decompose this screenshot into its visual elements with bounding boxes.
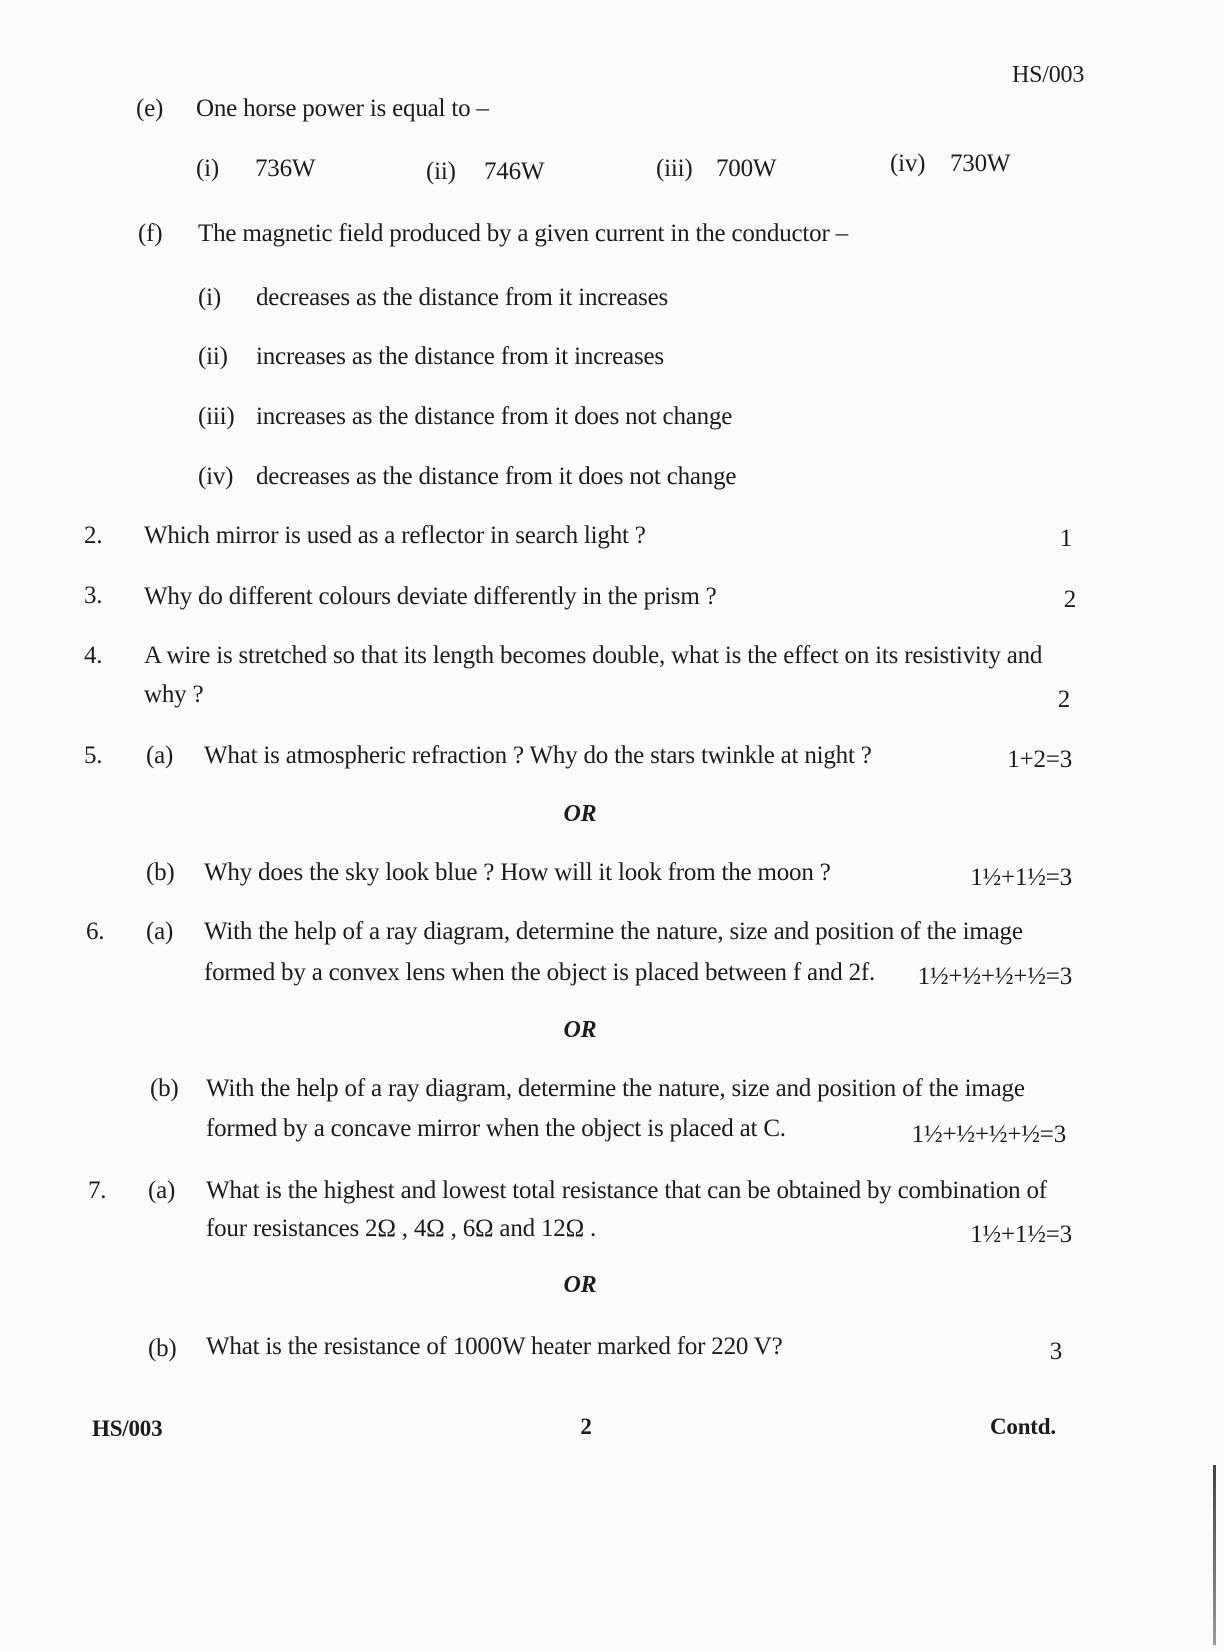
q6-number: 6. — [86, 918, 105, 945]
q6b-text-line2: formed by a concave mirror when the object is placed at C. — [206, 1115, 786, 1142]
q6a-label: (a) — [146, 918, 174, 945]
q1e-option-label: (iv) — [890, 150, 926, 177]
footer-continued: Contd. — [990, 1414, 1056, 1439]
q7a-text-line1: What is the highest and lowest total resistance that can be obtained by combination of — [206, 1177, 1047, 1204]
q1f-option-label: (ii) — [198, 343, 228, 370]
q1e-option-label: (ii) — [426, 158, 456, 185]
q5b-marks: 1½+1½=3 — [970, 864, 1072, 891]
q7a-label: (a) — [148, 1177, 176, 1204]
q6a-text-line1: With the help of a ray diagram, determine the nature, size and position of the image — [204, 918, 1023, 945]
q5a-marks: 1+2=3 — [1007, 746, 1072, 773]
q1e-option-text: 730W — [950, 150, 1011, 177]
q1e-option-text: 746W — [484, 158, 545, 185]
footer-paper-code: HS/003 — [92, 1416, 163, 1441]
q7-or-separator: OR — [563, 1272, 597, 1298]
q1e-option-text: 700W — [716, 155, 777, 182]
q4-text-line2: why ? — [144, 681, 204, 708]
q7a-text-line2: four resistances 2Ω , 4Ω , 6Ω and 12Ω . — [206, 1215, 597, 1242]
q7b-text: What is the resistance of 1000W heater marked for 220 V? — [206, 1333, 783, 1360]
q1f-option-text: decreases as the distance from it increases — [256, 284, 669, 311]
q1f-option-text: increases as the distance from it does not change — [256, 403, 733, 430]
q2-number: 2. — [84, 522, 103, 549]
q6b-marks: 1½+½+½+½=3 — [911, 1121, 1066, 1148]
footer-page-number: 2 — [580, 1414, 592, 1439]
q7b-label: (b) — [148, 1335, 177, 1362]
q1f-label: (f) — [138, 220, 163, 247]
q1e-option-label: (i) — [196, 155, 219, 182]
q6b-label: (b) — [150, 1075, 179, 1102]
q5-or-separator: OR — [563, 801, 597, 827]
q6-or-separator: OR — [563, 1017, 597, 1043]
q5-number: 5. — [84, 742, 103, 769]
scan-edge-shadow — [1213, 1465, 1216, 1645]
q7b-marks: 3 — [1049, 1338, 1062, 1365]
q1f-option-label: (iii) — [198, 403, 235, 430]
q1e-text: One horse power is equal to – — [196, 95, 489, 122]
q7-number: 7. — [88, 1177, 107, 1204]
q6a-marks: 1½+½+½+½=3 — [917, 963, 1072, 990]
q3-marks: 2 — [1063, 586, 1076, 613]
q1e-option-label: (iii) — [656, 155, 693, 182]
q4-text-line1: A wire is stretched so that its length becomes double, what is the effect on its resistivity and — [144, 642, 1043, 669]
header-paper-code: HS/003 — [1012, 62, 1085, 88]
q6b-text-line1: With the help of a ray diagram, determine the nature, size and position of the image — [206, 1075, 1025, 1102]
q3-text: Why do different colours deviate differently in the prism ? — [144, 583, 717, 610]
q4-number: 4. — [84, 642, 103, 669]
q1e-option-text: 736W — [255, 155, 316, 182]
q1f-option-label: (iv) — [198, 463, 234, 490]
q2-text: Which mirror is used as a reflector in search light ? — [144, 522, 646, 549]
q5a-text: What is atmospheric refraction ? Why do the stars twinkle at night ? — [204, 742, 872, 769]
q6a-text-line2: formed by a convex lens when the object is placed between f and 2f. — [204, 959, 876, 986]
q3-number: 3. — [84, 582, 103, 609]
q1f-option-text: increases as the distance from it increases — [256, 343, 664, 370]
q7a-marks: 1½+1½=3 — [970, 1221, 1072, 1248]
q5a-label: (a) — [146, 742, 174, 769]
q1e-label: (e) — [136, 95, 164, 122]
q1f-text: The magnetic field produced by a given current in the conductor – — [198, 220, 848, 247]
q2-marks: 1 — [1059, 525, 1072, 552]
q5b-label: (b) — [146, 859, 175, 886]
q5b-text: Why does the sky look blue ? How will it look from the moon ? — [204, 859, 831, 886]
q1f-option-label: (i) — [198, 284, 221, 311]
q1f-option-text: decreases as the distance from it does not change — [256, 463, 737, 490]
q4-marks: 2 — [1057, 686, 1070, 713]
